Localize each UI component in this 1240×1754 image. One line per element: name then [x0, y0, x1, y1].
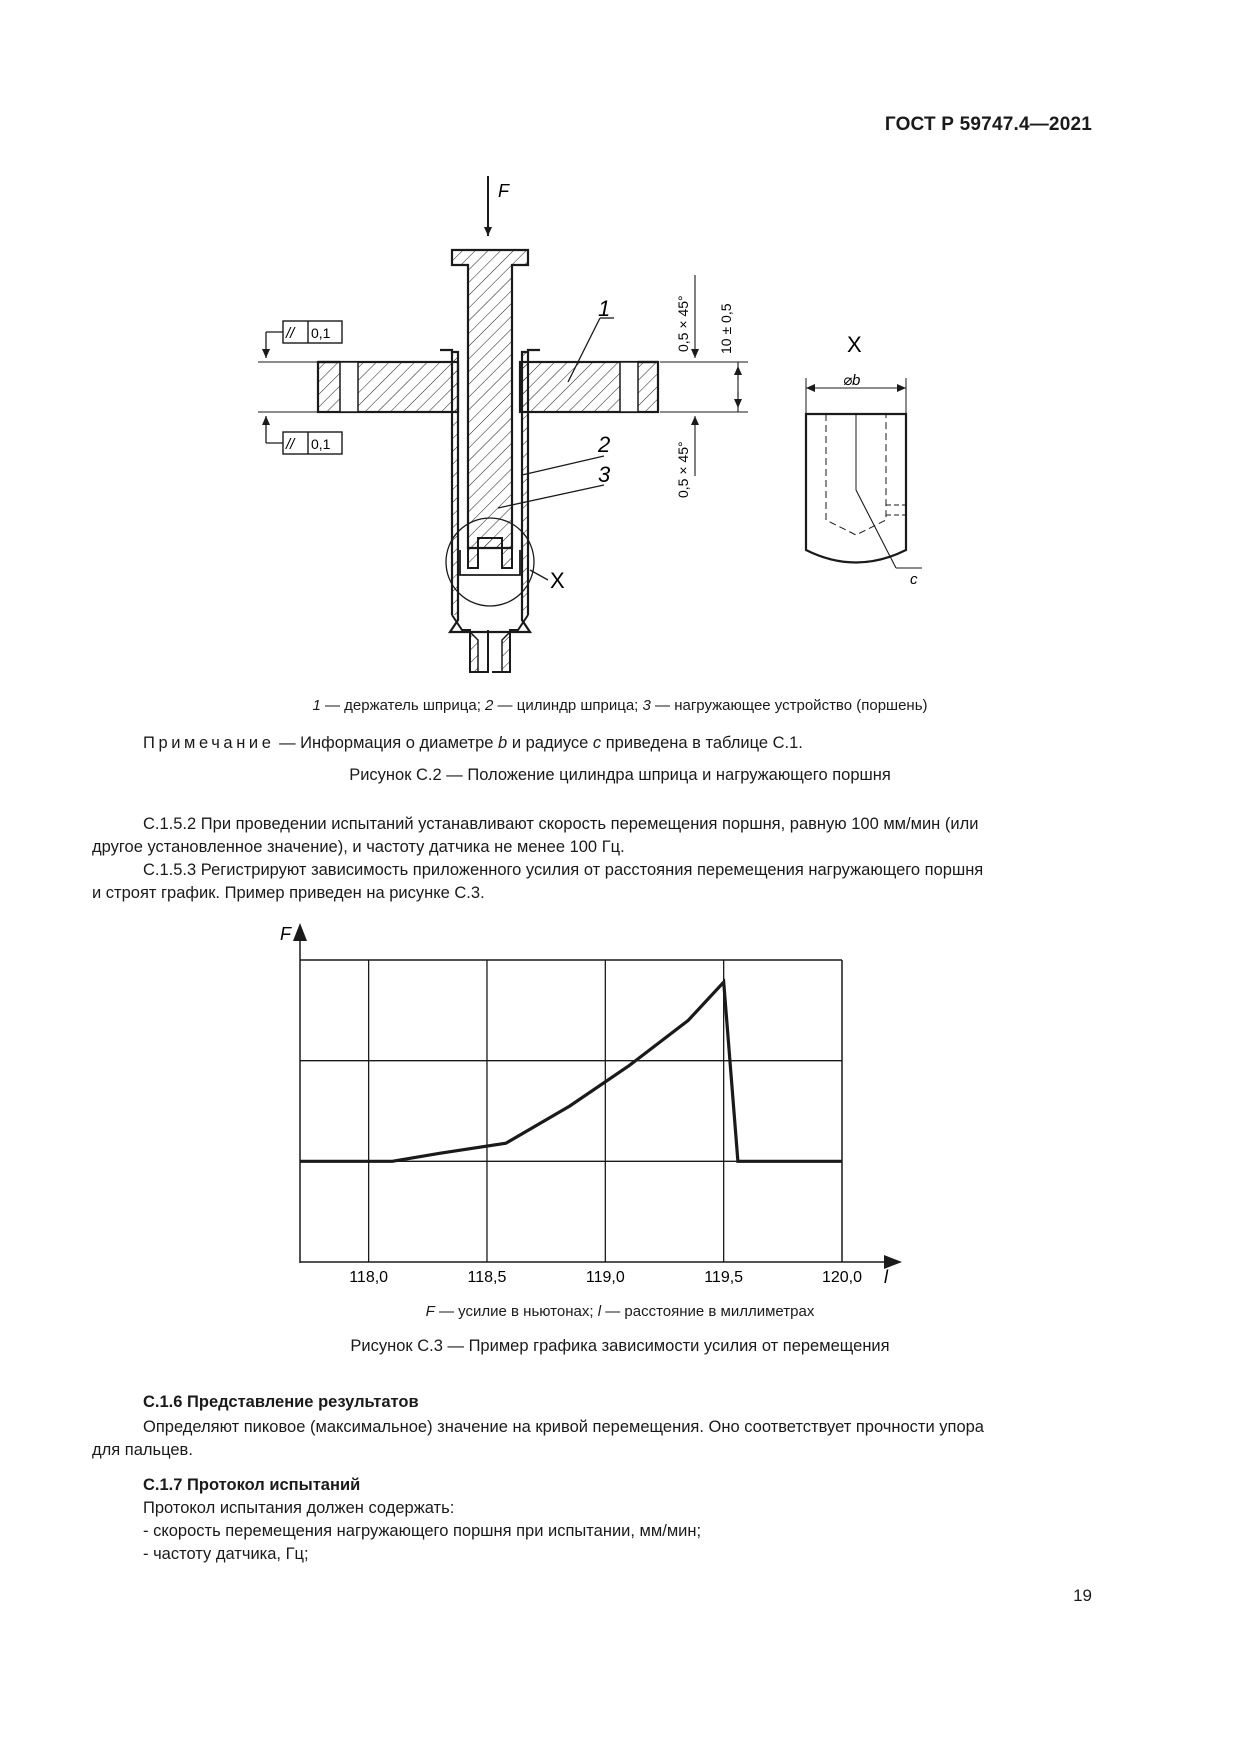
figure-c3-chart: [0, 915, 1240, 1290]
section-c16-heading: С.1.6 Представление результатов: [143, 1393, 419, 1411]
tolerance-value-bottom: 0,1: [311, 436, 331, 452]
dim-height: 10 ± 0,5: [718, 303, 734, 354]
series-line: [300, 982, 842, 1161]
force-label: F: [498, 181, 509, 201]
y-axis-label: F: [280, 924, 291, 944]
x-tick-label: 118,0: [349, 1269, 389, 1286]
x-axis-label: l: [884, 1267, 888, 1287]
document-header: ГОСТ Р 59747.4—2021: [884, 114, 1092, 135]
figure-c2-note: Примечание — Информация о диаметре b и радиусе c приведена в таблице С.1.: [143, 734, 803, 752]
page-number: 19: [1073, 1586, 1092, 1605]
figure-c3-title: Рисунок С.3 — Пример графика зависимости усилия от перемещения: [350, 1337, 890, 1355]
dimension-lines: [660, 275, 748, 476]
detail-x-label: X: [550, 568, 565, 593]
paragraph-c153: С.1.5.3 Регистрируют зависимость приложенного усилия от расстояния перемещения нагружающего поршня и строят график. Пример приведен на рисунке С.3.: [92, 861, 984, 902]
section-c16-body: Определяют пиковое (максимальное) значение на кривой перемещения. Оно соответствует прочности упора для пальцев.: [92, 1418, 984, 1459]
y-axis-arrow: [293, 923, 307, 941]
figure-c2-legend: 1 — держатель шприца; 2 — цилиндр шприца; 3 — нагружающее устройство (поршень): [312, 697, 928, 714]
section-c17-intro: Протокол испытания должен содержать:: [143, 1499, 455, 1517]
part-1-label: 1: [598, 296, 611, 321]
tolerance-value-top: 0,1: [311, 325, 331, 341]
section-c17-item-2: - частоту датчика, Гц;: [143, 1545, 309, 1563]
detail-title: X: [847, 332, 862, 357]
dim-chamfer-top: 0,5 × 45°: [675, 295, 691, 352]
diameter-label: ⌀b: [843, 372, 861, 389]
dim-chamfer-bottom: 0,5 × 45°: [675, 441, 691, 498]
figure-c2-drawing: [0, 160, 1240, 690]
figure-c2-title: Рисунок С.2 — Положение цилиндра шприца и нагружающего поршня: [349, 766, 891, 784]
paragraph-c152: С.1.5.2 При проведении испытаний устанавливают скорость перемещения поршня, равную 100 мм/мин (или другое установленное значение), и частоту датчика не менее 100 Гц.: [92, 815, 979, 856]
x-tick-label: 120,0: [821, 1269, 863, 1286]
radius-label: c: [910, 571, 918, 588]
x-tick-label: 118,5: [467, 1269, 507, 1286]
part-2-label: 2: [598, 432, 611, 457]
section-c17-heading: С.1.7 Протокол испытаний: [143, 1476, 361, 1494]
parallel-symbol-top: //: [286, 325, 295, 342]
parallel-symbol-bottom: //: [286, 436, 295, 453]
figure-c3-legend: F — усилие в ньютонах; l — расстояние в миллиметрах: [425, 1303, 815, 1320]
x-tick-label: 119,0: [585, 1269, 625, 1286]
section-c17-item-1: - скорость перемещения нагружающего поршня при испытании, мм/мин;: [143, 1522, 702, 1540]
detail-x-view: [806, 378, 922, 568]
x-tick-label: 119,5: [704, 1269, 744, 1286]
part-3-label: 3: [598, 462, 611, 487]
